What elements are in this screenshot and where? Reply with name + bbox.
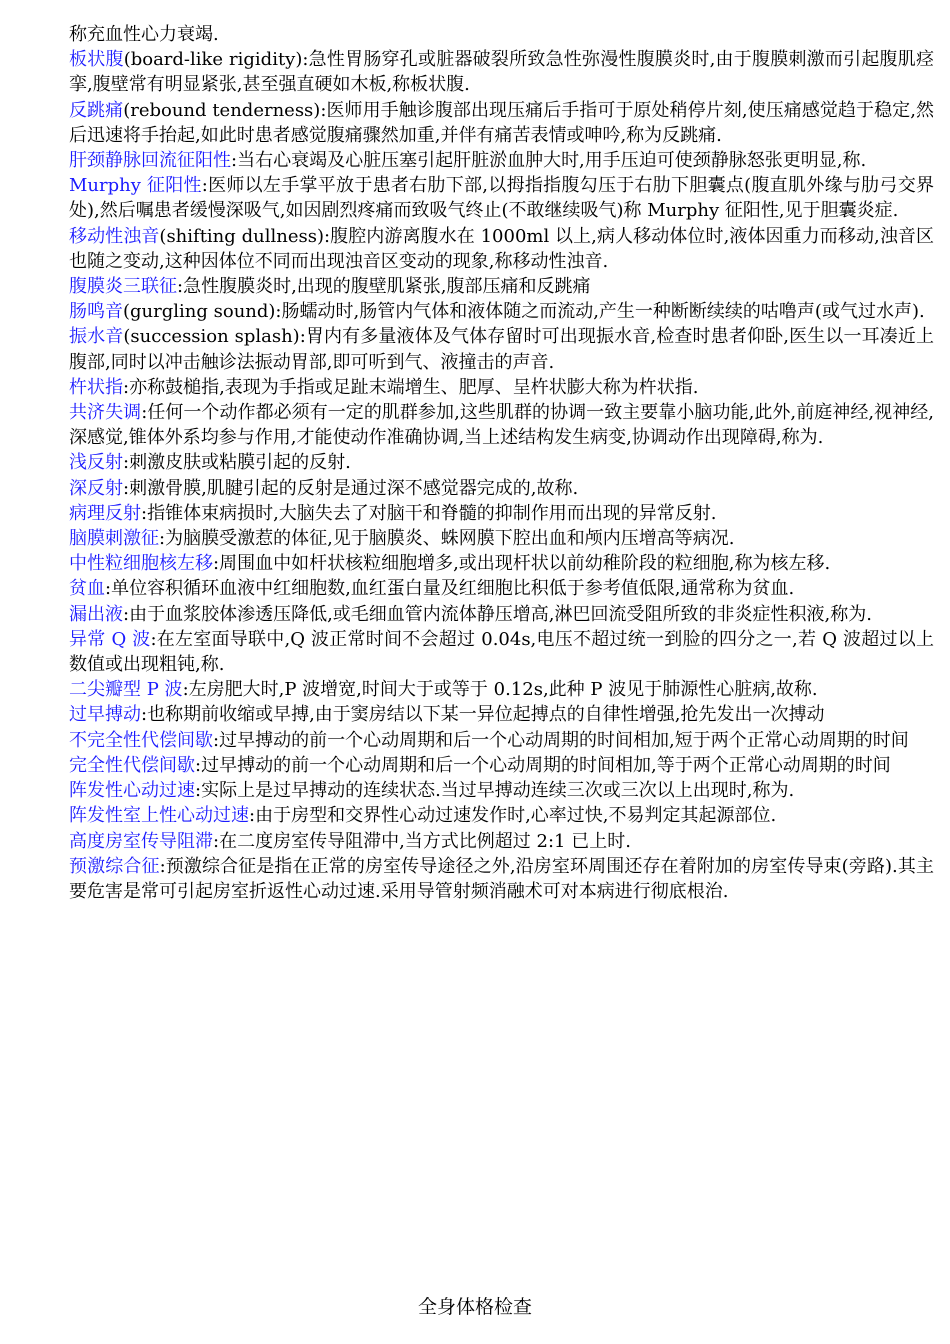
glossary-term: 移动性浊音 <box>69 225 160 247</box>
glossary-definition: :由于血浆胶体渗透压降低,或毛细血管内流体静压增高,淋巴回流受阻所致的非炎症性积液,称为. <box>123 603 872 625</box>
glossary-definition: :过早搏动的前一个心动周期和后一个心动周期的时间相加,短于两个正常心动周期的时间 <box>213 729 909 751</box>
glossary-definition: (shifting dullness):腹腔内游离腹水在 1000ml 以上,病人移动体位时,液体因重力而移动,浊音区也随之变动,这种因体位不同而出现浊音区变动的现象,称移动性浊音. <box>69 225 935 272</box>
glossary-entry <box>69 98 934 148</box>
glossary-definition: :预激综合征是指在正常的房室传导途径之外,沿房室环周围还存在着附加的房室传导束(旁路).其主要危害是常可引起房室折返性心动过速.采用导管射频消融术可对本病进行彻底根治. <box>69 855 934 902</box>
glossary-entry <box>69 274 934 299</box>
glossary-entry <box>69 476 934 501</box>
section-heading: 全身体格检查 <box>417 1296 532 1318</box>
glossary-definition: :医师以左手掌平放于患者右肋下部,以拇指指腹勾压于右肋下胆囊点(腹直肌外缘与肋弓交界处),然后嘱患者缓慢深吸气,如因剧烈疼痛而致吸气终止(不敢继续吸气)称 Murphy 征阳性,见于胆囊炎症. <box>69 175 934 222</box>
glossary-entry <box>69 677 934 702</box>
glossary-entry <box>69 778 934 803</box>
glossary-definition: (rebound tenderness):医师用手触诊腹部出现压痛后手指可于原处稍停片刻,使压痛感觉趋于稳定,然后迅速将手抬起,如此时患者感觉腹痛骤然加重,并伴有痛苦表情或呻吟,称为反跳痛. <box>69 99 934 146</box>
glossary-term: 中性粒细胞核左移 <box>69 553 213 575</box>
glossary-term: 病理反射 <box>69 502 141 524</box>
glossary-definition: :单位容积循环血液中红细胞数,血红蛋白量及红细胞比积低于参考值低限,通常称为贫血. <box>105 578 795 600</box>
glossary-entry <box>69 829 934 854</box>
glossary-entry <box>69 224 934 274</box>
glossary-definition: :在二度房室传导阻滞中,当方式比例超过 2:1 已上时. <box>213 830 631 852</box>
glossary-entry <box>69 627 934 677</box>
glossary-term: 共济失调 <box>69 402 142 424</box>
glossary-term: 预激综合征 <box>69 855 160 877</box>
glossary-entry <box>69 47 934 97</box>
glossary-definition: :实际上是过早搏动的连续状态.当过早搏动连续三次或三次以上出现时,称为. <box>195 780 795 802</box>
glossary-entry <box>69 728 934 753</box>
glossary-entry <box>69 854 934 904</box>
glossary-term: 板状腹 <box>69 49 124 71</box>
glossary-definition: :过早搏动的前一个心动周期和后一个心动周期的时间相加,等于两个正常心动周期的时间 <box>195 754 891 776</box>
glossary-term: 浅反射 <box>69 452 123 474</box>
glossary-definition: :刺激骨膜,肌腱引起的反射是通过深不感觉器完成的,故称. <box>123 477 579 499</box>
glossary-definition: :指锥体束病损时,大脑失去了对脑干和脊髓的抑制作用而出现的异常反射. <box>141 502 717 524</box>
glossary-definition: :亦称鼓槌指,表现为手指或足趾末端增生、肥厚、呈杵状膨大称为杵状指. <box>123 376 699 398</box>
glossary-list <box>69 47 934 904</box>
glossary-term: 完全性代偿间歇 <box>69 754 195 776</box>
glossary-entry <box>69 803 934 828</box>
intro-line: 称充血性心力衰竭. <box>69 24 219 45</box>
glossary-term: 过早搏动 <box>69 704 141 726</box>
glossary-term: 阵发性心动过速 <box>69 780 195 802</box>
glossary-definition: (gurgling sound):肠蠕动时,肠管内气体和液体随之而流动,产生一种断断续续的咕噜声(或气过水声). <box>123 301 925 323</box>
glossary-entry <box>69 299 934 324</box>
glossary-entry <box>69 324 934 374</box>
glossary-definition: :由于房型和交界性心动过速发作时,心率过快,不易判定其起源部位. <box>249 805 777 827</box>
glossary-definition: (succession splash):胃内有多量液体及气体存留时可出现振水音,检查时患者仰卧,医生以一耳凑近上腹部,同时以冲击触诊法振动胃部,即可听到气、液撞击的声音. <box>69 326 935 373</box>
glossary-definition: :任何一个动作都必须有一定的肌群参加,这些肌群的协调一致主要靠小脑功能,此外,前庭神经,视神经,深感觉,锥体外系均参与作用,才能使动作准确协调,当上述结构发生病变,协调动作出现障碍,称为. <box>69 402 935 449</box>
glossary-entry <box>69 702 934 727</box>
glossary-definition: :在左室面导联中,Q 波正常时间不会超过 0.04s,电压不超过统一到脸的四分之一,若 Q 波超过以上数值或出现粗钝,称. <box>69 628 934 676</box>
glossary-definition: :急性腹膜炎时,出现的腹壁肌紧张,腹部压痛和反跳痛 <box>177 276 591 298</box>
glossary-definition: (board-like rigidity):急性胃肠穿孔或脏器破裂所致急性弥漫性腹膜炎时,由于腹膜刺激而引起腹肌痉挛,腹壁常有明显紧张,甚至强直硬如木板,称板状腹. <box>69 49 935 96</box>
glossary-entry <box>69 576 934 601</box>
glossary-definition: :周围血中如杆状核粒细胞增多,或出现杆状以前幼稚阶段的粒细胞,称为核左移. <box>213 553 831 575</box>
glossary-term: 阵发性室上性心动过速 <box>69 805 249 827</box>
glossary-entry <box>69 501 934 526</box>
glossary-term: 肝颈静脉回流征阳性 <box>69 150 231 172</box>
glossary-entry <box>69 602 934 627</box>
glossary-term: 深反射 <box>69 477 123 499</box>
glossary-term: 振水音 <box>69 326 124 348</box>
glossary-term: 腹膜炎三联征 <box>69 276 177 298</box>
glossary-definition: :为脑膜受激惹的体征,见于脑膜炎、蛛网膜下腔出血和颅内压增高等病况. <box>159 528 735 550</box>
glossary-entry <box>69 400 934 450</box>
glossary-term: 异常 Q 波 <box>69 628 151 650</box>
glossary-term: 二尖瓣型 P 波 <box>69 679 183 701</box>
glossary-entry <box>69 450 934 475</box>
glossary-definition: :左房肥大时,P 波增宽,时间大于或等于 0.12s,此种 P 波见于肺源性心脏病,故称. <box>182 679 818 701</box>
glossary-definition: :也称期前收缩或早搏,由于窦房结以下某一异位起搏点的自律性增强,抢先发出一次搏动 <box>141 704 825 726</box>
glossary-term: Murphy 征阳性 <box>69 175 202 197</box>
glossary-entry <box>69 753 934 778</box>
glossary-term: 杵状指 <box>69 376 123 398</box>
glossary-term: 脑膜刺激征 <box>69 528 159 550</box>
glossary-entry <box>69 551 934 576</box>
glossary-definition: :当右心衰竭及心脏压塞引起肝脏淤血肿大时,用手压迫可使颈静脉怒张更明显,称. <box>231 150 867 172</box>
glossary-term: 肠鸣音 <box>69 301 123 323</box>
glossary-term: 贫血 <box>69 578 105 600</box>
glossary-entry <box>69 173 934 223</box>
glossary-term: 高度房室传导阻滞 <box>69 830 213 852</box>
glossary-entry <box>69 375 934 400</box>
glossary-term: 反跳痛 <box>69 99 124 121</box>
glossary-term: 不完全性代偿间歇 <box>69 729 213 751</box>
glossary-entry <box>69 526 934 551</box>
glossary-term: 漏出液 <box>69 603 123 625</box>
glossary-entry <box>69 148 934 173</box>
glossary-definition: :刺激皮肤或粘膜引起的反射. <box>123 452 351 474</box>
